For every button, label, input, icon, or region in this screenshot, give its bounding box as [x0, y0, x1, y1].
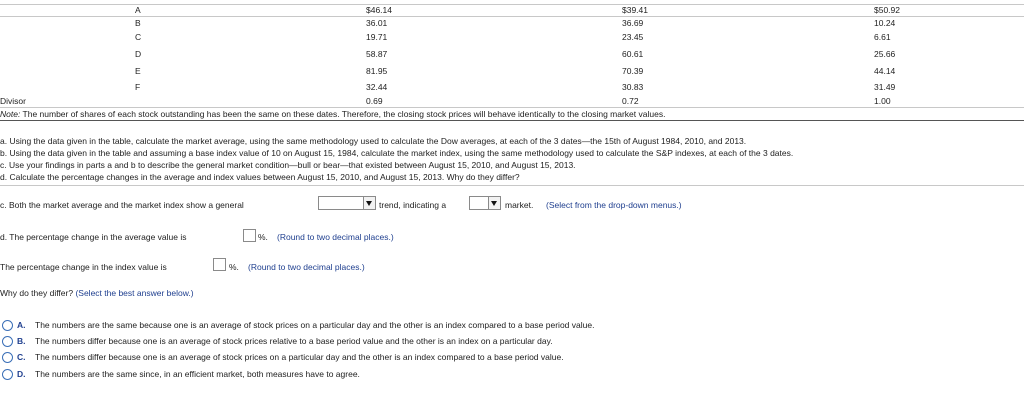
- question-a: a. Using the data given in the table, calculate the market average, using the same methodology used to calculate the Dow averages, at each of the 3 dates—the 15th of August 1984, 2010, and 2013.: [0, 136, 747, 146]
- note-text: The number of shares of each stock outstanding has been the same on these dates. Therefore, the closing stock prices will behave identically to the closing market values.: [20, 109, 666, 119]
- option-text[interactable]: The numbers are the same because one is an average of stock prices on a particular day and the other is an index compared to a base period value.: [35, 320, 595, 330]
- option-text[interactable]: The numbers differ because one is an average of stock prices on a particular day and the other is an index compared to a base period value.: [35, 352, 564, 362]
- trend-dropdown[interactable]: [318, 196, 376, 210]
- option-text[interactable]: The numbers are the same since, in an efficient market, both measures have to agree.: [35, 369, 360, 379]
- why-question: [0, 288, 194, 298]
- value-2010: 60.61: [622, 49, 644, 59]
- part-c-mid: trend, indicating a: [379, 200, 447, 210]
- idx-change-hint: (Round to two decimal places.): [248, 262, 365, 272]
- value-2013: 31.49: [874, 82, 896, 92]
- option-letter: A.: [17, 320, 26, 330]
- row-label: B: [135, 18, 141, 28]
- why-text: Why do they differ?: [0, 288, 74, 298]
- table-note: [0, 109, 665, 119]
- row-label: F: [135, 82, 141, 92]
- radio-option-d[interactable]: [2, 369, 13, 380]
- radio-option-a[interactable]: [2, 320, 13, 331]
- value-1984: 58.87: [366, 49, 388, 59]
- value-2013: 44.14: [874, 66, 896, 76]
- idx-change-prefix: The percentage change in the index value is: [0, 262, 167, 272]
- avg-change-suffix: %.: [258, 232, 268, 242]
- option-letter: D.: [17, 369, 26, 379]
- value-1984: $46.14: [366, 5, 392, 15]
- value-1984: 32.44: [366, 82, 388, 92]
- chevron-down-icon: [363, 197, 375, 209]
- note-prefix: Note:: [0, 109, 21, 119]
- market-dropdown[interactable]: [469, 196, 501, 210]
- value-1984: 36.01: [366, 18, 388, 28]
- question-b: b. Using the data given in the table and assuming a base index value of 10 on August 15, 1984, calculate the market index, using the same methodology used to calculate the S&P indexes, at each of the 3 dates.: [0, 148, 794, 158]
- table-top-rule: [0, 4, 1024, 5]
- value-1984: 19.71: [366, 32, 388, 42]
- divisor-1984: 0.69: [366, 96, 383, 106]
- row-label: A: [135, 5, 141, 15]
- divisor-2010: 0.72: [622, 96, 639, 106]
- value-2010: $39.41: [622, 5, 648, 15]
- part-c-suffix: market.: [505, 200, 534, 210]
- row-label: E: [135, 66, 141, 76]
- idx-change-suffix: %.: [229, 262, 239, 272]
- part-c-hint: (Select from the drop-down menus.): [546, 200, 682, 210]
- radio-option-c[interactable]: [2, 352, 13, 363]
- part-c-prefix: c. Both the market average and the market index show a general: [0, 200, 244, 210]
- option-letter: C.: [17, 352, 26, 362]
- divisor-label: Divisor: [0, 96, 26, 106]
- row-label: D: [135, 49, 142, 59]
- avg-change-hint: (Round to two decimal places.): [277, 232, 394, 242]
- value-2013: $50.92: [874, 5, 900, 15]
- option-letter: B.: [17, 336, 26, 346]
- value-2010: 23.45: [622, 32, 644, 42]
- question-d: d. Calculate the percentage changes in the average and index values between August 15, 2010, and August 15, 2013. Why do they differ?: [0, 172, 520, 182]
- value-2013: 25.66: [874, 49, 896, 59]
- value-2013: 10.24: [874, 18, 896, 28]
- radio-option-b[interactable]: [2, 336, 13, 347]
- chevron-down-icon: [488, 197, 500, 209]
- option-text[interactable]: The numbers differ because one is an average of stock prices relative to a base period value and the other is an index on a particular day.: [35, 336, 553, 346]
- idx-change-input[interactable]: [213, 258, 226, 271]
- value-2013: 6.61: [874, 32, 891, 42]
- avg-change-prefix: d. The percentage change in the average value is: [0, 232, 187, 242]
- question-c: c. Use your findings in parts a and b to describe the general market condition—bull or bear—that existed between August 15, 2010, and August 15, 2013.: [0, 160, 576, 170]
- divisor-2013: 1.00: [874, 96, 891, 106]
- value-2010: 70.39: [622, 66, 644, 76]
- value-2010: 36.69: [622, 18, 644, 28]
- why-hint: (Select the best answer below.): [75, 288, 194, 298]
- avg-change-input[interactable]: [243, 229, 256, 242]
- value-1984: 81.95: [366, 66, 388, 76]
- section-divider: [0, 120, 1024, 121]
- row-label: C: [135, 32, 142, 42]
- value-2010: 30.83: [622, 82, 644, 92]
